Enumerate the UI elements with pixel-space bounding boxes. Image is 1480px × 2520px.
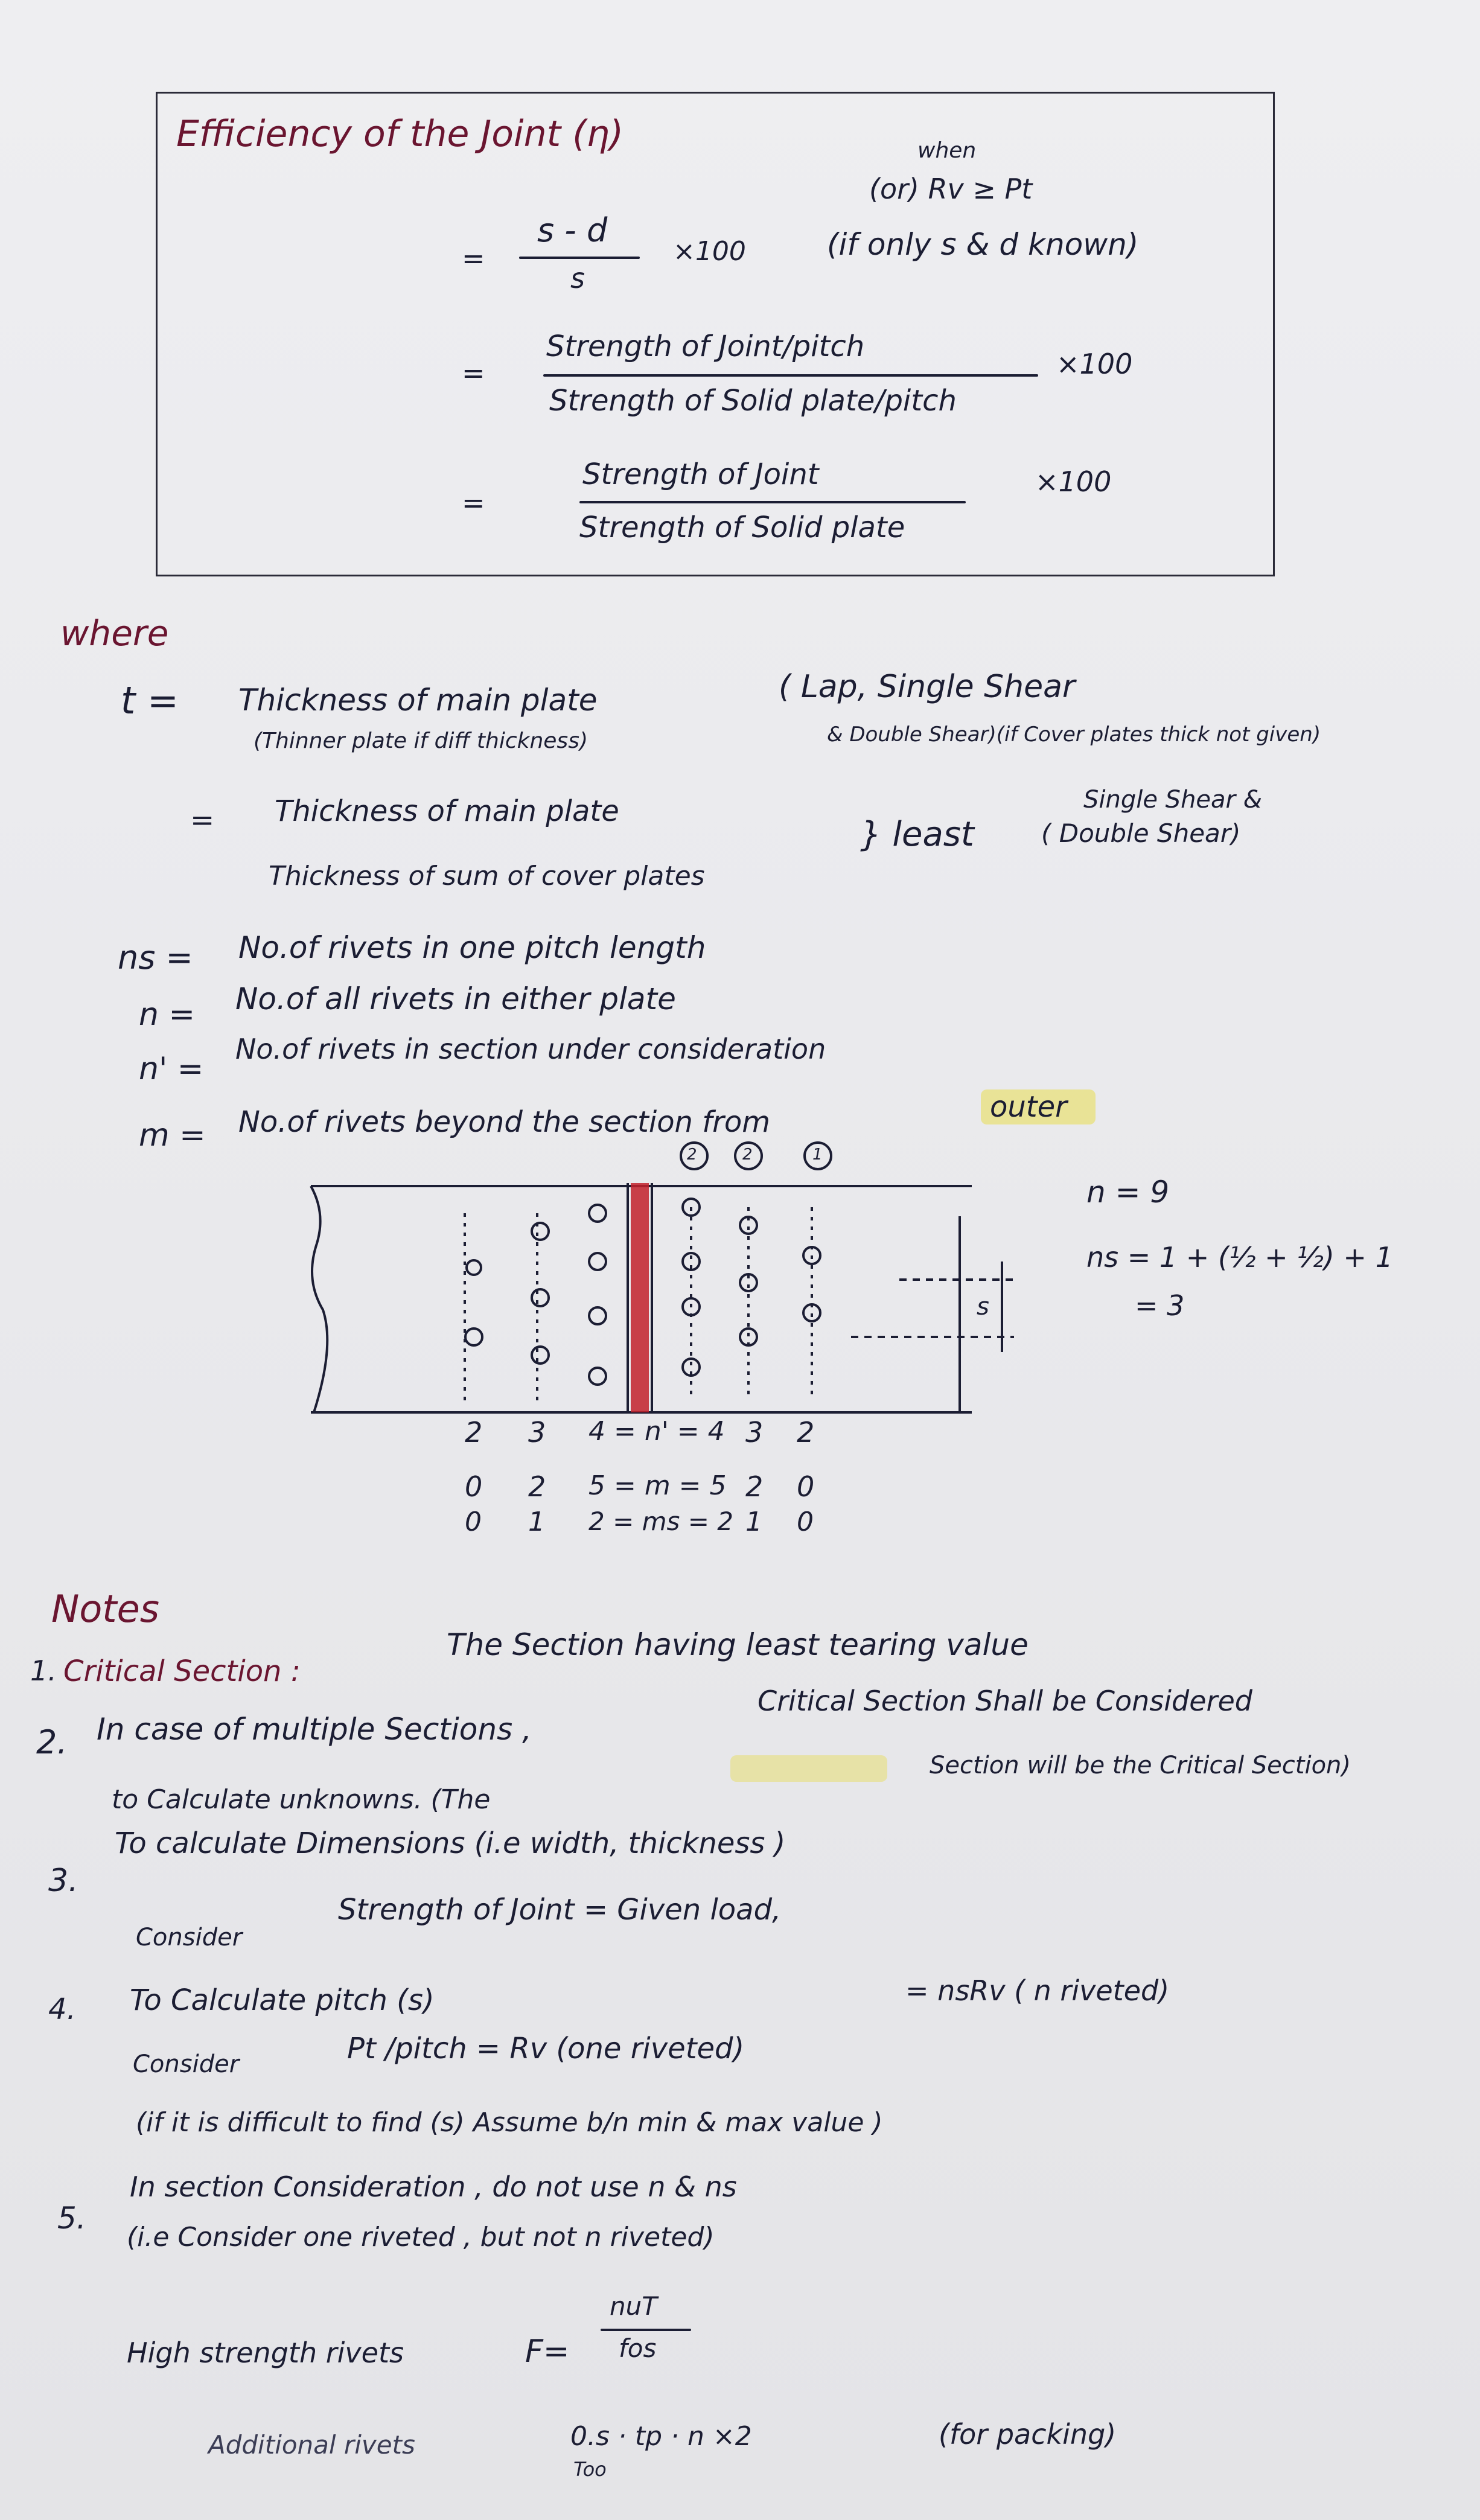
critical-section-bar [631,1183,649,1412]
eq1-denominator: s [570,262,585,295]
t2-case-line2: ( Double Shear) [1041,818,1241,848]
count-row2-d: 2 [745,1470,764,1503]
high-strength-f: F= [525,2333,570,2370]
note1-number: 1. [30,1654,57,1687]
efficiency-title: Efficiency of the Joint (η) [176,113,624,155]
t2-least: } least [860,815,974,854]
ns-equation: ns = 1 + (½ + ½) + 1 [1086,1241,1393,1274]
m-symbol: m = [139,1117,206,1153]
note2-text-d: Section will be the Critical Section) [930,1752,1351,1779]
count-row3-c: 2 = ms = 2 [588,1507,734,1536]
note5-text-b: (i.e Consider one riveted , but not n riveted) [127,2222,715,2253]
note4-text-c: Consider [133,2050,240,2078]
circle-text-1: 1 [812,1146,823,1164]
rivet-hole [532,1347,549,1364]
eq3-sign: = [462,486,485,519]
n-prime-symbol: n' = [139,1051,204,1087]
eq3-denominator: Strength of Solid plate [579,511,905,544]
t2-symbol: = [190,803,215,837]
when-label: when [917,138,977,163]
count-row2-a: 0 [465,1470,483,1503]
notes-heading: Notes [51,1587,160,1631]
t2-def-line1: Thickness of main plate [275,794,619,828]
count-row2-e: 0 [797,1470,815,1503]
note2-number: 2. [36,1723,68,1761]
high-strength-denominator: fos [619,2333,657,2363]
additional-rivets-label: Additional rivets [208,2430,415,2460]
note2-text-b: Critical Section Shall be Considered [758,1685,1252,1717]
count-row1-e: 2 [797,1416,815,1449]
eq3-multiplier: ×100 [1035,465,1112,498]
n-prime-definition: No.of rivets in section under consideration [235,1033,826,1065]
ns-symbol: ns = [118,939,193,977]
t-symbol: t = [121,678,179,723]
t2-def-line2: Thickness of sum of cover plates [269,861,705,892]
note2-text-a: In case of multiple Sections , [97,1712,532,1747]
eq1-multiplier: ×100 [673,236,746,267]
high-strength-numerator: nuT [610,2291,657,2321]
rivet-hole [589,1205,606,1222]
t2-case-line1: Single Shear & [1083,786,1262,814]
ns-result: = 3 [1135,1289,1185,1322]
highlight-marker [730,1755,887,1782]
n-definition: No.of all rivets in either plate [235,981,676,1016]
count-row3-e: 0 [797,1507,814,1537]
count-row1-c: 4 = n' = 4 [588,1416,725,1447]
eq1-numerator: s - d [537,211,608,249]
rivet-hole [465,1329,482,1345]
note1-label: Critical Section : [63,1654,301,1688]
note5-text-a: In section Consideration , do not use n & ns [130,2171,737,2203]
high-strength-fraction-bar [601,2329,691,2331]
eq2-denominator: Strength of Solid plate/pitch [549,384,957,418]
eq1-note: (if only s & d known) [827,227,1139,262]
n-symbol: n = [139,997,196,1033]
note4-text-e: (if it is difficult to find (s) Assume b/n min & max value ) [136,2107,883,2138]
note2-text-c: to Calculate unknowns. (The [112,1784,491,1815]
plate-break-line [311,1186,327,1412]
rivet-hole [589,1307,606,1324]
count-row3-d: 1 [745,1507,762,1537]
additional-rivets-denominator: Too [573,2458,607,2481]
eq2-numerator: Strength of Joint/pitch [546,330,865,363]
note3-text-c: Strength of Joint = Given load, [338,1893,782,1927]
note3-text-b: Consider [136,1924,243,1951]
count-row3-b: 1 [528,1507,545,1537]
note4-text-a: To Calculate pitch (s) [130,1983,435,2017]
t-case-line2: & Double Shear)(if Cover plates thick not given) [827,723,1321,747]
eq2-multiplier: ×100 [1056,348,1133,380]
rivet-hole [589,1253,606,1270]
rivet-hole [532,1289,549,1306]
rivet-hole [467,1260,481,1275]
count-row3-a: 0 [465,1507,482,1537]
note5-number: 5. [57,2201,86,2236]
where-heading: where [60,613,169,654]
eq3-numerator: Strength of Joint [582,458,819,491]
count-row1-a: 2 [465,1416,484,1449]
n-equals: n = 9 [1086,1175,1170,1210]
high-strength-label: High strength rivets [127,2337,404,2369]
m-definition: No.of rivets beyond the section from [238,1105,770,1139]
or-condition: (or) Rv ≥ Pt [869,173,1033,205]
t-case-line1: ( Lap, Single Shear [779,669,1076,705]
t-definition: Thickness of main plate [238,683,598,718]
count-row2-b: 2 [528,1470,546,1503]
note3-text-a: To calculate Dimensions (i.e width, thickness ) [115,1826,786,1860]
note3-number: 3. [48,1863,78,1899]
count-row1-b: 3 [528,1416,546,1449]
t-subnote: (Thinner plate if diff thickness) [254,729,588,753]
note4-text-b: = nsRv ( n riveted) [905,1974,1170,2007]
rivet-hole [589,1368,606,1385]
additional-rivets-formula: 0.s · tp · n ×2 [570,2421,752,2452]
s-label: s [977,1293,989,1321]
ns-definition: No.of rivets in one pitch length [238,930,706,965]
note4-text-d: Pt /pitch = Rv (one riveted) [347,2032,745,2065]
note1-text: The Section having least tearing value [447,1627,1029,1662]
count-row1-d: 3 [745,1416,764,1449]
circle-text-2b: 2 [742,1146,753,1164]
eq1-sign: = [462,242,485,275]
note4-number: 4. [48,1992,76,2026]
additional-rivets-note: (for packing) [939,2418,1117,2451]
eq2-sign: = [462,357,485,389]
rivet-hole [532,1223,549,1240]
count-row2-c: 5 = m = 5 [588,1470,727,1501]
m-definition-highlight: outer [990,1090,1067,1124]
circle-text-2a: 2 [687,1146,697,1164]
